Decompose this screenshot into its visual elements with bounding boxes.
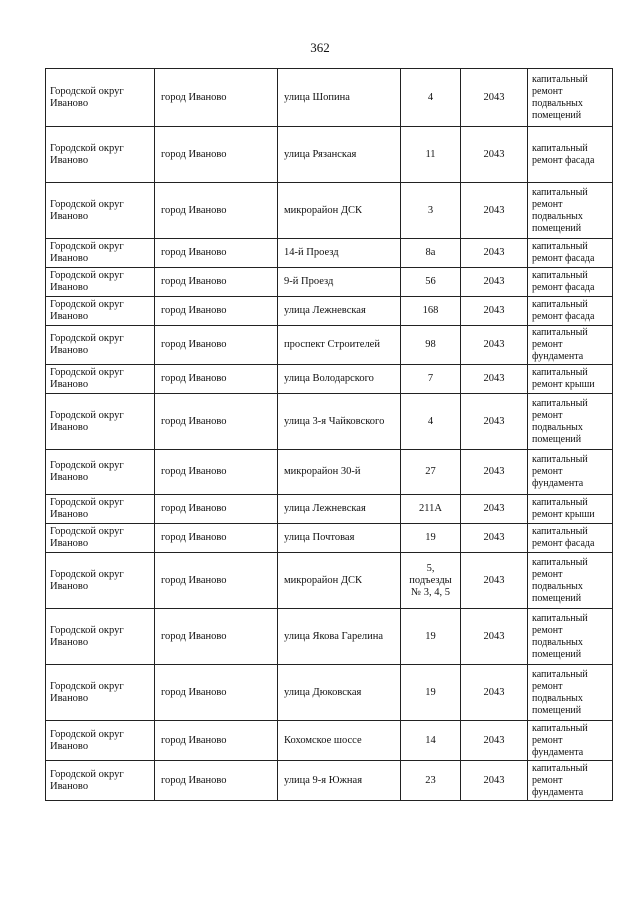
table-row — [46, 326, 613, 365]
city-cell: город Иваново — [155, 239, 278, 268]
house-number-cell: 19 — [401, 609, 461, 665]
house-number-cell: 4 — [401, 394, 461, 450]
okrug-cell: Городской округ Иваново — [46, 609, 155, 665]
street-cell: улица Лежневская — [278, 495, 401, 524]
street-cell: улица Дюковская — [278, 665, 401, 721]
work-type-cell: капитальный ремонт фундамента — [528, 450, 613, 495]
house-number-cell: 23 — [401, 761, 461, 801]
city-cell: город Иваново — [155, 394, 278, 450]
okrug-cell: Городской округ Иваново — [46, 524, 155, 553]
work-type-cell: капитальный ремонт подвальных помещений — [528, 394, 613, 450]
house-number-cell: 7 — [401, 365, 461, 394]
table-row — [46, 721, 613, 761]
okrug-cell: Городской округ Иваново — [46, 326, 155, 365]
okrug-cell: Городской округ Иваново — [46, 450, 155, 495]
table-row — [46, 609, 613, 665]
house-number-cell: 211А — [401, 495, 461, 524]
house-number-cell: 14 — [401, 721, 461, 761]
house-number-cell: 98 — [401, 326, 461, 365]
street-cell: микрорайон ДСК — [278, 183, 401, 239]
work-type-cell: капитальный ремонт фасада — [528, 524, 613, 553]
table-row — [46, 665, 613, 721]
street-cell: проспект Строителей — [278, 326, 401, 365]
work-type-cell: капитальный ремонт подвальных помещений — [528, 553, 613, 609]
work-type-cell: капитальный ремонт подвальных помещений — [528, 183, 613, 239]
year-cell: 2043 — [461, 524, 528, 553]
street-cell: улица 3-я Чайковского — [278, 394, 401, 450]
house-number-cell: 3 — [401, 183, 461, 239]
year-cell: 2043 — [461, 183, 528, 239]
street-cell: улица 9-я Южная — [278, 761, 401, 801]
city-cell: город Иваново — [155, 297, 278, 326]
okrug-cell: Городской округ Иваново — [46, 268, 155, 297]
table-row — [46, 268, 613, 297]
okrug-cell: Городской округ Иваново — [46, 239, 155, 268]
city-cell: город Иваново — [155, 665, 278, 721]
year-cell: 2043 — [461, 127, 528, 183]
okrug-cell: Городской округ Иваново — [46, 553, 155, 609]
year-cell: 2043 — [461, 394, 528, 450]
house-number-cell: 168 — [401, 297, 461, 326]
city-cell: город Иваново — [155, 127, 278, 183]
year-cell: 2043 — [461, 326, 528, 365]
year-cell: 2043 — [461, 721, 528, 761]
okrug-cell: Городской округ Иваново — [46, 495, 155, 524]
work-type-cell: капитальный ремонт фасада — [528, 239, 613, 268]
year-cell: 2043 — [461, 495, 528, 524]
page-number: 362 — [310, 40, 330, 55]
street-cell: 14-й Проезд — [278, 239, 401, 268]
city-cell: город Иваново — [155, 326, 278, 365]
table-row — [46, 127, 613, 183]
house-number-cell: 19 — [401, 524, 461, 553]
year-cell: 2043 — [461, 69, 528, 127]
okrug-cell: Городской округ Иваново — [46, 183, 155, 239]
house-number-cell: 5, подъезды № 3, 4, 5 — [401, 553, 461, 609]
street-cell: 9-й Проезд — [278, 268, 401, 297]
table-row — [46, 553, 613, 609]
work-type-cell: капитальный ремонт фундамента — [528, 721, 613, 761]
table-row — [46, 495, 613, 524]
table-row — [46, 524, 613, 553]
year-cell: 2043 — [461, 665, 528, 721]
okrug-cell: Городской округ Иваново — [46, 394, 155, 450]
work-type-cell: капитальный ремонт фасада — [528, 127, 613, 183]
table-row — [46, 394, 613, 450]
work-type-cell: капитальный ремонт подвальных помещений — [528, 69, 613, 127]
work-type-cell: капитальный ремонт крыши — [528, 495, 613, 524]
house-number-cell: 11 — [401, 127, 461, 183]
okrug-cell: Городской округ Иваново — [46, 665, 155, 721]
table-row — [46, 365, 613, 394]
year-cell: 2043 — [461, 609, 528, 665]
city-cell: город Иваново — [155, 553, 278, 609]
street-cell: микрорайон ДСК — [278, 553, 401, 609]
year-cell: 2043 — [461, 450, 528, 495]
okrug-cell: Городской округ Иваново — [46, 365, 155, 394]
city-cell: город Иваново — [155, 268, 278, 297]
okrug-cell: Городской округ Иваново — [46, 127, 155, 183]
city-cell: город Иваново — [155, 69, 278, 127]
year-cell: 2043 — [461, 553, 528, 609]
work-type-cell: капитальный ремонт фундамента — [528, 761, 613, 801]
city-cell: город Иваново — [155, 365, 278, 394]
house-number-cell: 56 — [401, 268, 461, 297]
street-cell: Кохомское шоссе — [278, 721, 401, 761]
work-type-cell: капитальный ремонт фундамента — [528, 326, 613, 365]
okrug-cell: Городской округ Иваново — [46, 721, 155, 761]
table-row — [46, 183, 613, 239]
city-cell: город Иваново — [155, 450, 278, 495]
city-cell: город Иваново — [155, 721, 278, 761]
house-number-cell: 4 — [401, 69, 461, 127]
street-cell: улица Якова Гарелина — [278, 609, 401, 665]
table-row — [46, 69, 613, 127]
work-type-cell: капитальный ремонт фасада — [528, 268, 613, 297]
repair-schedule-table — [45, 68, 613, 801]
table-row — [46, 239, 613, 268]
city-cell: город Иваново — [155, 761, 278, 801]
work-type-cell: капитальный ремонт крыши — [528, 365, 613, 394]
street-cell: улица Володарского — [278, 365, 401, 394]
table-row — [46, 297, 613, 326]
city-cell: город Иваново — [155, 609, 278, 665]
city-cell: город Иваново — [155, 524, 278, 553]
table-body — [46, 69, 613, 801]
street-cell: улица Лежневская — [278, 297, 401, 326]
street-cell: улица Рязанская — [278, 127, 401, 183]
street-cell: улица Шопина — [278, 69, 401, 127]
okrug-cell: Городской округ Иваново — [46, 297, 155, 326]
house-number-cell: 8а — [401, 239, 461, 268]
street-cell: микрорайон 30-й — [278, 450, 401, 495]
street-cell: улица Почтовая — [278, 524, 401, 553]
work-type-cell: капитальный ремонт подвальных помещений — [528, 665, 613, 721]
okrug-cell: Городской округ Иваново — [46, 69, 155, 127]
year-cell: 2043 — [461, 239, 528, 268]
table-row — [46, 761, 613, 801]
work-type-cell: капитальный ремонт фасада — [528, 297, 613, 326]
city-cell: город Иваново — [155, 183, 278, 239]
year-cell: 2043 — [461, 297, 528, 326]
okrug-cell: Городской округ Иваново — [46, 761, 155, 801]
work-type-cell: капитальный ремонт подвальных помещений — [528, 609, 613, 665]
house-number-cell: 19 — [401, 665, 461, 721]
year-cell: 2043 — [461, 761, 528, 801]
house-number-cell: 27 — [401, 450, 461, 495]
year-cell: 2043 — [461, 365, 528, 394]
year-cell: 2043 — [461, 268, 528, 297]
table-row — [46, 450, 613, 495]
city-cell: город Иваново — [155, 495, 278, 524]
